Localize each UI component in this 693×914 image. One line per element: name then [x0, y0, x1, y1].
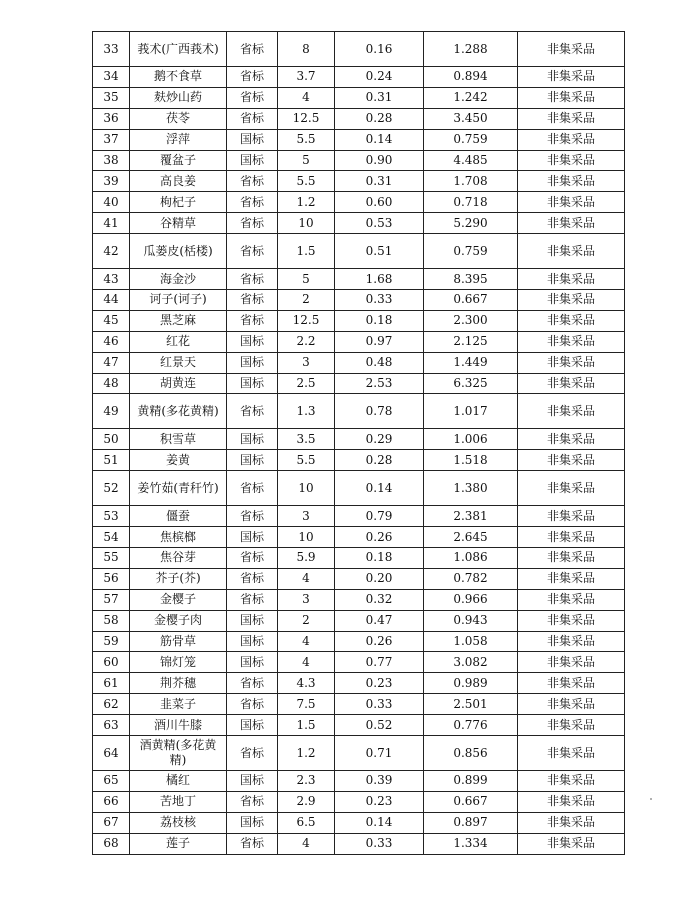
value-col-b: 0.32 [335, 589, 424, 610]
herb-name: 浮萍 [130, 129, 227, 150]
procurement-category: 非集采品 [518, 812, 625, 833]
standard-type: 国标 [227, 331, 278, 352]
value-col-b: 0.33 [335, 694, 424, 715]
procurement-category: 非集采品 [518, 610, 625, 631]
table-body [93, 32, 625, 855]
row-number: 43 [93, 269, 130, 290]
procurement-category: 非集采品 [518, 373, 625, 394]
herb-name: 胡黄连 [130, 373, 227, 394]
procurement-category: 非集采品 [518, 67, 625, 88]
value-col-c: 8.395 [424, 269, 518, 290]
value-col-b: 1.68 [335, 269, 424, 290]
value-col-a: 4 [278, 87, 335, 108]
value-col-b: 0.20 [335, 568, 424, 589]
row-number: 48 [93, 373, 130, 394]
procurement-category: 非集采品 [518, 171, 625, 192]
table-row [93, 812, 625, 833]
value-col-c: 4.485 [424, 150, 518, 171]
standard-type: 省标 [227, 833, 278, 854]
value-col-a: 3.7 [278, 67, 335, 88]
standard-type: 省标 [227, 506, 278, 527]
value-col-c: 1.518 [424, 450, 518, 471]
value-col-b: 0.47 [335, 610, 424, 631]
standard-type: 国标 [227, 352, 278, 373]
value-col-a: 5 [278, 150, 335, 171]
row-number: 53 [93, 506, 130, 527]
value-col-c: 0.989 [424, 673, 518, 694]
table-row [93, 715, 625, 736]
value-col-c: 1.288 [424, 32, 518, 67]
herb-name: 莲子 [130, 833, 227, 854]
value-col-b: 0.33 [335, 833, 424, 854]
procurement-category: 非集采品 [518, 269, 625, 290]
standard-type: 国标 [227, 610, 278, 631]
value-col-a: 8 [278, 32, 335, 67]
value-col-b: 0.14 [335, 129, 424, 150]
herb-name: 覆盆子 [130, 150, 227, 171]
row-number: 47 [93, 352, 130, 373]
value-col-a: 4 [278, 652, 335, 673]
herb-name: 金樱子 [130, 589, 227, 610]
herb-name: 焦谷芽 [130, 548, 227, 569]
value-col-a: 1.2 [278, 192, 335, 213]
value-col-a: 5.5 [278, 450, 335, 471]
row-number: 68 [93, 833, 130, 854]
standard-type: 省标 [227, 171, 278, 192]
table-row [93, 610, 625, 631]
standard-type: 省标 [227, 108, 278, 129]
table-row [93, 213, 625, 234]
standard-type: 省标 [227, 589, 278, 610]
value-col-c: 1.708 [424, 171, 518, 192]
value-col-c: 2.125 [424, 331, 518, 352]
value-col-c: 0.759 [424, 234, 518, 269]
procurement-category: 非集采品 [518, 833, 625, 854]
standard-type: 省标 [227, 736, 278, 771]
table-row [93, 506, 625, 527]
value-col-b: 0.23 [335, 673, 424, 694]
value-col-b: 0.18 [335, 548, 424, 569]
table-row [93, 791, 625, 812]
herb-name: 诃子(诃子) [130, 290, 227, 311]
value-col-c: 1.449 [424, 352, 518, 373]
row-number: 44 [93, 290, 130, 311]
herb-name: 红花 [130, 331, 227, 352]
procurement-category: 非集采品 [518, 192, 625, 213]
value-col-c: 3.082 [424, 652, 518, 673]
value-col-a: 6.5 [278, 812, 335, 833]
herb-name: 筋骨草 [130, 631, 227, 652]
row-number: 62 [93, 694, 130, 715]
value-col-c: 0.782 [424, 568, 518, 589]
value-col-a: 1.3 [278, 394, 335, 429]
row-number: 46 [93, 331, 130, 352]
procurement-category: 非集采品 [518, 394, 625, 429]
table-row [93, 548, 625, 569]
herb-name: 荔枝核 [130, 812, 227, 833]
value-col-b: 0.18 [335, 310, 424, 331]
table-row [93, 171, 625, 192]
value-col-b: 0.78 [335, 394, 424, 429]
value-col-c: 0.894 [424, 67, 518, 88]
value-col-b: 0.33 [335, 290, 424, 311]
row-number: 50 [93, 429, 130, 450]
procurement-category: 非集采品 [518, 32, 625, 67]
row-number: 54 [93, 527, 130, 548]
standard-type: 省标 [227, 269, 278, 290]
herb-name: 积雪草 [130, 429, 227, 450]
procurement-category: 非集采品 [518, 589, 625, 610]
value-col-c: 0.667 [424, 290, 518, 311]
value-col-b: 0.52 [335, 715, 424, 736]
herb-name: 焦槟榔 [130, 527, 227, 548]
procurement-category: 非集采品 [518, 108, 625, 129]
value-col-c: 2.381 [424, 506, 518, 527]
value-col-c: 1.334 [424, 833, 518, 854]
row-number: 57 [93, 589, 130, 610]
procurement-category: 非集采品 [518, 471, 625, 506]
standard-type: 省标 [227, 234, 278, 269]
standard-type: 国标 [227, 150, 278, 171]
value-col-a: 2 [278, 610, 335, 631]
value-col-b: 0.71 [335, 736, 424, 771]
value-col-a: 1.5 [278, 234, 335, 269]
herb-name: 韭菜子 [130, 694, 227, 715]
value-col-a: 4 [278, 631, 335, 652]
herb-name: 海金沙 [130, 269, 227, 290]
standard-type: 国标 [227, 129, 278, 150]
value-col-b: 0.53 [335, 213, 424, 234]
value-col-a: 3 [278, 352, 335, 373]
value-col-a: 3 [278, 589, 335, 610]
value-col-a: 10 [278, 471, 335, 506]
value-col-c: 2.300 [424, 310, 518, 331]
herb-name: 瓜蒌皮(栝楼) [130, 234, 227, 269]
value-col-c: 2.501 [424, 694, 518, 715]
standard-type: 国标 [227, 771, 278, 792]
standard-type: 国标 [227, 527, 278, 548]
table-row [93, 269, 625, 290]
table-row [93, 310, 625, 331]
value-col-c: 0.759 [424, 129, 518, 150]
value-col-a: 5.5 [278, 129, 335, 150]
row-number: 35 [93, 87, 130, 108]
procurement-category: 非集采品 [518, 310, 625, 331]
standard-type: 省标 [227, 290, 278, 311]
herb-name: 茯苓 [130, 108, 227, 129]
table-row [93, 290, 625, 311]
table-row [93, 589, 625, 610]
row-number: 60 [93, 652, 130, 673]
value-col-a: 2.9 [278, 791, 335, 812]
row-number: 45 [93, 310, 130, 331]
row-number: 33 [93, 32, 130, 67]
value-col-c: 1.086 [424, 548, 518, 569]
standard-type: 省标 [227, 471, 278, 506]
row-number: 61 [93, 673, 130, 694]
procurement-category: 非集采品 [518, 568, 625, 589]
value-col-a: 12.5 [278, 108, 335, 129]
value-col-b: 0.48 [335, 352, 424, 373]
value-col-c: 0.776 [424, 715, 518, 736]
row-number: 65 [93, 771, 130, 792]
value-col-c: 1.006 [424, 429, 518, 450]
herb-name: 芥子(芥) [130, 568, 227, 589]
value-col-c: 0.718 [424, 192, 518, 213]
table-row [93, 373, 625, 394]
value-col-c: 1.058 [424, 631, 518, 652]
table-row [93, 673, 625, 694]
row-number: 49 [93, 394, 130, 429]
procurement-category: 非集采品 [518, 548, 625, 569]
standard-type: 省标 [227, 673, 278, 694]
table-row [93, 67, 625, 88]
procurement-category: 非集采品 [518, 150, 625, 171]
herb-name: 高良姜 [130, 171, 227, 192]
value-col-a: 2.2 [278, 331, 335, 352]
row-number: 37 [93, 129, 130, 150]
value-col-b: 0.29 [335, 429, 424, 450]
procurement-category: 非集采品 [518, 673, 625, 694]
standard-type: 国标 [227, 812, 278, 833]
row-number: 59 [93, 631, 130, 652]
table-row [93, 527, 625, 548]
value-col-a: 4.3 [278, 673, 335, 694]
value-col-a: 2.3 [278, 771, 335, 792]
value-col-b: 0.79 [335, 506, 424, 527]
procurement-category: 非集采品 [518, 331, 625, 352]
standard-type: 省标 [227, 694, 278, 715]
herb-name: 金樱子肉 [130, 610, 227, 631]
value-col-a: 5 [278, 269, 335, 290]
value-col-a: 3.5 [278, 429, 335, 450]
row-number: 66 [93, 791, 130, 812]
row-number: 52 [93, 471, 130, 506]
standard-type: 省标 [227, 192, 278, 213]
value-col-b: 0.26 [335, 631, 424, 652]
standard-type: 省标 [227, 568, 278, 589]
herb-price-table [92, 31, 625, 855]
value-col-a: 5.5 [278, 171, 335, 192]
value-col-b: 0.39 [335, 771, 424, 792]
value-col-b: 0.26 [335, 527, 424, 548]
value-col-b: 0.90 [335, 150, 424, 171]
herb-name: 黄精(多花黄精) [130, 394, 227, 429]
row-number: 56 [93, 568, 130, 589]
table-row [93, 108, 625, 129]
value-col-a: 10 [278, 527, 335, 548]
row-number: 67 [93, 812, 130, 833]
value-col-a: 1.2 [278, 736, 335, 771]
value-col-c: 0.899 [424, 771, 518, 792]
standard-type: 省标 [227, 67, 278, 88]
value-col-c: 1.242 [424, 87, 518, 108]
standard-type: 省标 [227, 394, 278, 429]
row-number: 58 [93, 610, 130, 631]
herb-name: 酒川牛膝 [130, 715, 227, 736]
table-row [93, 394, 625, 429]
row-number: 63 [93, 715, 130, 736]
table-row [93, 331, 625, 352]
standard-type: 省标 [227, 548, 278, 569]
herb-name: 莪术(广西莪术) [130, 32, 227, 67]
value-col-b: 0.51 [335, 234, 424, 269]
value-col-a: 2.5 [278, 373, 335, 394]
table-row [93, 32, 625, 67]
scan-speck [650, 798, 652, 800]
table-row [93, 150, 625, 171]
row-number: 39 [93, 171, 130, 192]
value-col-a: 5.9 [278, 548, 335, 569]
standard-type: 省标 [227, 310, 278, 331]
table-row [93, 450, 625, 471]
herb-name: 麸炒山药 [130, 87, 227, 108]
row-number: 51 [93, 450, 130, 471]
standard-type: 国标 [227, 373, 278, 394]
value-col-c: 1.380 [424, 471, 518, 506]
row-number: 40 [93, 192, 130, 213]
procurement-category: 非集采品 [518, 352, 625, 373]
value-col-a: 10 [278, 213, 335, 234]
herb-name: 谷精草 [130, 213, 227, 234]
procurement-category: 非集采品 [518, 213, 625, 234]
table-row [93, 87, 625, 108]
herb-name: 酒黄精(多花黄精) [130, 736, 227, 771]
procurement-category: 非集采品 [518, 715, 625, 736]
herb-name: 锦灯笼 [130, 652, 227, 673]
value-col-b: 0.14 [335, 471, 424, 506]
value-col-b: 0.60 [335, 192, 424, 213]
table-row [93, 694, 625, 715]
table-row [93, 352, 625, 373]
value-col-b: 0.24 [335, 67, 424, 88]
herb-name: 鹅不食草 [130, 67, 227, 88]
value-col-a: 4 [278, 568, 335, 589]
procurement-category: 非集采品 [518, 234, 625, 269]
value-col-b: 2.53 [335, 373, 424, 394]
table-row [93, 192, 625, 213]
value-col-a: 4 [278, 833, 335, 854]
row-number: 42 [93, 234, 130, 269]
value-col-c: 0.943 [424, 610, 518, 631]
table-row [93, 833, 625, 854]
table-row [93, 736, 625, 771]
row-number: 34 [93, 67, 130, 88]
standard-type: 国标 [227, 631, 278, 652]
value-col-c: 5.290 [424, 213, 518, 234]
value-col-b: 0.23 [335, 791, 424, 812]
row-number: 64 [93, 736, 130, 771]
value-col-b: 0.77 [335, 652, 424, 673]
procurement-category: 非集采品 [518, 791, 625, 812]
value-col-c: 6.325 [424, 373, 518, 394]
procurement-category: 非集采品 [518, 129, 625, 150]
value-col-b: 0.31 [335, 171, 424, 192]
row-number: 36 [93, 108, 130, 129]
value-col-b: 0.14 [335, 812, 424, 833]
value-col-b: 0.31 [335, 87, 424, 108]
value-col-c: 3.450 [424, 108, 518, 129]
herb-name: 红景天 [130, 352, 227, 373]
table-row [93, 429, 625, 450]
herb-name: 荆芥穗 [130, 673, 227, 694]
value-col-c: 2.645 [424, 527, 518, 548]
value-col-a: 2 [278, 290, 335, 311]
herb-name: 橘红 [130, 771, 227, 792]
value-col-c: 0.897 [424, 812, 518, 833]
row-number: 38 [93, 150, 130, 171]
table-row [93, 234, 625, 269]
value-col-a: 3 [278, 506, 335, 527]
procurement-category: 非集采品 [518, 87, 625, 108]
herb-name: 枸杞子 [130, 192, 227, 213]
value-col-a: 12.5 [278, 310, 335, 331]
table-row [93, 471, 625, 506]
row-number: 41 [93, 213, 130, 234]
standard-type: 省标 [227, 791, 278, 812]
procurement-category: 非集采品 [518, 450, 625, 471]
table-row [93, 631, 625, 652]
herb-name: 黑芝麻 [130, 310, 227, 331]
table-row [93, 771, 625, 792]
procurement-category: 非集采品 [518, 290, 625, 311]
value-col-a: 7.5 [278, 694, 335, 715]
procurement-category: 非集采品 [518, 694, 625, 715]
table-row [93, 652, 625, 673]
standard-type: 国标 [227, 450, 278, 471]
value-col-b: 0.28 [335, 108, 424, 129]
procurement-category: 非集采品 [518, 736, 625, 771]
value-col-c: 0.667 [424, 791, 518, 812]
procurement-category: 非集采品 [518, 652, 625, 673]
standard-type: 省标 [227, 32, 278, 67]
table-row [93, 568, 625, 589]
value-col-b: 0.16 [335, 32, 424, 67]
herb-name: 姜黄 [130, 450, 227, 471]
procurement-category: 非集采品 [518, 631, 625, 652]
procurement-category: 非集采品 [518, 429, 625, 450]
standard-type: 国标 [227, 652, 278, 673]
standard-type: 国标 [227, 429, 278, 450]
procurement-category: 非集采品 [518, 771, 625, 792]
value-col-a: 1.5 [278, 715, 335, 736]
standard-type: 省标 [227, 213, 278, 234]
standard-type: 省标 [227, 87, 278, 108]
procurement-category: 非集采品 [518, 506, 625, 527]
herb-name: 苦地丁 [130, 791, 227, 812]
value-col-c: 0.856 [424, 736, 518, 771]
herb-name: 僵蚕 [130, 506, 227, 527]
value-col-b: 0.97 [335, 331, 424, 352]
procurement-category: 非集采品 [518, 527, 625, 548]
value-col-c: 1.017 [424, 394, 518, 429]
value-col-c: 0.966 [424, 589, 518, 610]
table-row [93, 129, 625, 150]
value-col-b: 0.28 [335, 450, 424, 471]
row-number: 55 [93, 548, 130, 569]
herb-name: 姜竹茹(青秆竹) [130, 471, 227, 506]
standard-type: 国标 [227, 715, 278, 736]
